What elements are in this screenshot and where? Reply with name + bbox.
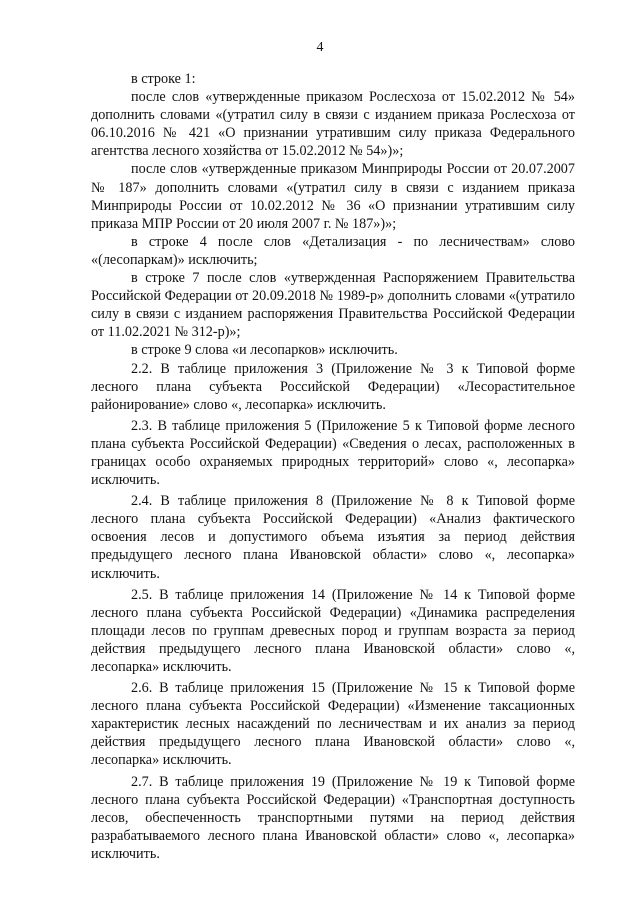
paragraph-row-1-minprirody: после слов «утвержденные приказом Минприроды России от 20.07.2007 № 187» дополнить словами «(утратил силу в связи с изданием приказа Минприроды России от 10.02.2012 № 36 «О признании утратившим силу приказа МПР России от 20 июля 2007 г. № 187»)»; — [91, 161, 575, 232]
paragraph-item-2-2: 2.2. В таблице приложения 3 (Приложение № 3 к Типовой форме лесного плана субъекта Российской Федерации) «Лесорастительное районирование» слово «, лесопарка» исключить. — [91, 360, 575, 413]
paragraph-item-2-4: 2.4. В таблице приложения 8 (Приложение № 8 к Типовой форме лесного плана субъекта Российской Федерации) «Анализ фактического освоения лесов и допустимого объема изъятия за период действия предыдущего лесного плана Ивановской области» слово «, лесопарка» исключить. — [91, 493, 575, 582]
paragraph-item-2-7: 2.7. В таблице приложения 19 (Приложение № 19 к Типовой форме лесного плана субъекта Российской Федерации) «Транспортная доступность лесов, обеспеченность транспортными путями на период действия разрабатываемого лесного плана Ивановской области» слово «, лесопарка» исключить. — [91, 773, 575, 862]
paragraph-row-1-heading: в строке 1: — [131, 71, 196, 87]
paragraph-row-9: в строке 9 слова «и лесопарков» исключить. — [131, 342, 398, 359]
document-body — [91, 70, 575, 863]
paragraph-item-2-3: 2.3. В таблице приложения 5 (Приложение 5 к Типовой форме лесного плана субъекта Российской Федерации) «Сведения о лесах, расположенных в границах особо охраняемых природных территорий» слово «, лесопарка» исключить. — [91, 417, 575, 489]
page-number: 4 — [316, 40, 324, 55]
paragraph-item-2-5: 2.5. В таблице приложения 14 (Приложение № 14 к Типовой форме лесного плана субъекта Российской Федерации) «Динамика распределения площади лесов по группам древесных пород и группам возраста за период действия предыдущего лесного плана Ивановской области» слово «, лесопарка» исключить. — [91, 586, 575, 675]
paragraph-row-1-rosleskhoz: после слов «утвержденные приказом Рослесхоза от 15.02.2012 № 54» дополнить словами «(утратил силу в связи с изданием приказа Рослесхоза от 06.10.2016 № 421 «О признании утратившим силу приказа Федерального агентства лесного хозяйства от 15.02.2012 № 54»)»; — [91, 89, 575, 160]
paragraph-item-2-6: 2.6. В таблице приложения 15 (Приложение № 15 к Типовой форме лесного плана субъекта Российской Федерации) «Изменение таксационных характеристик лесных насаждений по лесничествам и их анализ за период действия предыдущего лесного плана Ивановской области» слово «, лесопарка» исключить. — [91, 680, 575, 769]
paragraph-row-7: в строке 7 после слов «утвержденная Распоряжением Правительства Российской Федерации от 20.09.2018 № 1989-р» дополнить словами «(утратило силу в связи с изданием распоряжения Правительства Российской Федерации от 11.02.2021 № 312-р)»; — [91, 270, 575, 341]
paragraph-row-4: в строке 4 после слов «Детализация - по лесничествам» слово «(лесопаркам)» исключить; — [91, 233, 575, 268]
